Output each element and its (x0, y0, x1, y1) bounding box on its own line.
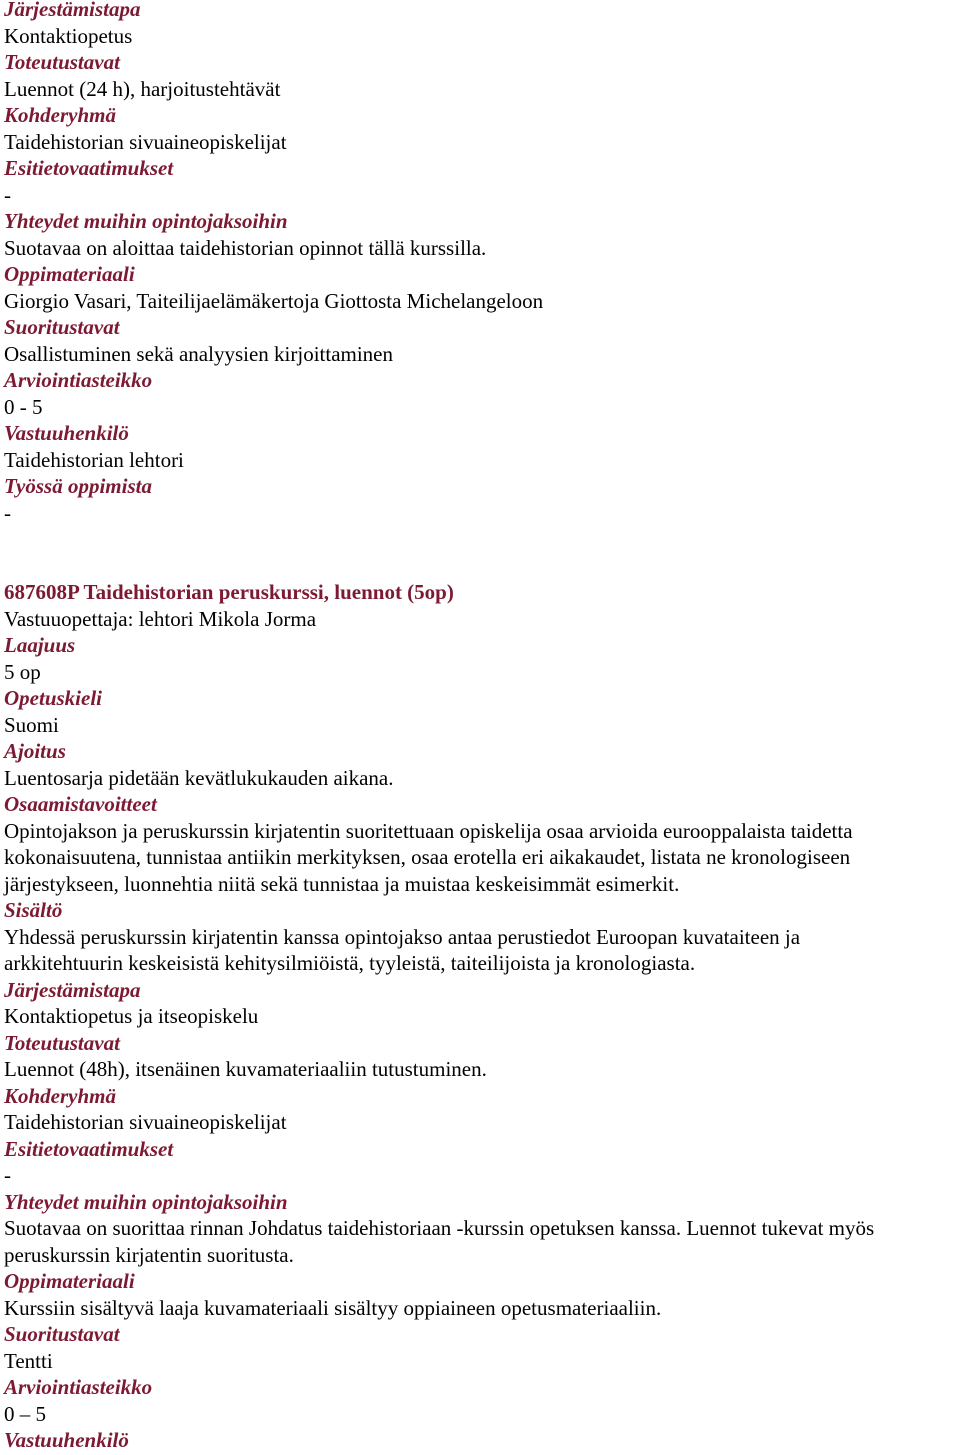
ajoitus-value: Luentosarja pidetään kevätlukukauden aikana. (4, 765, 394, 790)
course-arviointiasteikko-value: 0 – 5 (4, 1401, 46, 1426)
course-toteutustavat-value: Luennot (48h), itsenäinen kuvamateriaaliin tutustuminen. (4, 1057, 487, 1081)
course-suoritustavat-value: Tentti (4, 1348, 53, 1373)
course-yhteydet-text-line-1: Suotavaa on suorittaa rinnan Johdatus taidehistoriaan -kurssin opetuksen kanssa. Luennot tukevat myös (4, 1216, 875, 1240)
oppimateriaali-label: Oppimateriaali (4, 262, 135, 286)
yhteydet-label: Yhteydet muihin opintojaksoihin (4, 209, 288, 233)
suoritustavat-value: Osallistuminen sekä analyysien kirjoittaminen (4, 341, 394, 366)
course-yhteydet-label: Yhteydet muihin opintojaksoihin (4, 1189, 288, 1214)
esitietovaatimukset-value: - (4, 182, 11, 207)
osaamistavoitteet-text-line-2: kokonaisuutena, tunnistaa antiikin merkityksen, osaa erotella eri aikakaudet, listata ne kronologiseen (4, 845, 851, 869)
tyossa-oppimista-label: Työssä oppimista (4, 474, 152, 498)
responsible-teacher: Vastuuopettaja: lehtori Mikola Jorma (4, 606, 317, 631)
esitietovaatimukset-label: Esitietovaatimukset (4, 156, 174, 180)
course-jarjestamistapa-label: Järjestämistapa (4, 977, 141, 1002)
course-yhteydet-text-line-2: peruskurssin kirjatentin suoritusta. (4, 1242, 294, 1267)
sisalto-text-line-2: arkkitehtuurin keskeisistä kehitysilmiöistä, tyyleistä, taiteilijoista ja kronologiasta. (4, 951, 696, 975)
course-esitietovaatimukset-label: Esitietovaatimukset (4, 1136, 174, 1161)
vastuuhenkilo-value: Taidehistorian lehtori (4, 447, 184, 472)
jarjestamistapa-value: Kontaktiopetus (4, 23, 133, 48)
opetuskieli-value: Suomi (4, 712, 59, 737)
course-oppimateriaali-label: Oppimateriaali (4, 1269, 135, 1293)
course-jarjestamistapa-value: Kontaktiopetus ja itseopiskelu (4, 1004, 259, 1028)
kohderyhma-label: Kohderyhmä (4, 103, 117, 127)
laajuus-label: Laajuus (4, 633, 76, 657)
course-vastuuhenkilo-label: Vastuuhenkilö (4, 1428, 129, 1452)
section-gap (4, 526, 960, 579)
osaamistavoitteet-text-line-1: Opintojakson ja peruskurssin kirjatentin suoritettuaan opiskelija osaa arvioida eurooppalaista taidetta (4, 818, 853, 843)
sisalto-text-line-1: Yhdessä peruskurssin kirjatentin kanssa opintojakso antaa perustiedot Euroopan kuvataiteen ja (4, 924, 801, 949)
sisalto-label: Sisältö (4, 898, 63, 922)
course-esitietovaatimukset-value: - (4, 1163, 11, 1187)
yhteydet-value: Suotavaa on aloittaa taidehistorian opinnot tällä kurssilla. (4, 235, 487, 260)
course-arviointiasteikko-label: Arviointiasteikko (4, 1375, 153, 1399)
laajuus-value: 5 op (4, 659, 41, 684)
opetuskieli-label: Opetuskieli (4, 686, 102, 710)
jarjestamistapa-label: Järjestämistapa (4, 0, 141, 21)
arviointiasteikko-label: Arviointiasteikko (4, 368, 153, 392)
ajoitus-label: Ajoitus (4, 739, 66, 763)
kohderyhma-value: Taidehistorian sivuaineopiskelijat (4, 129, 287, 154)
toteutustavat-value: Luennot (24 h), harjoitustehtävät (4, 76, 281, 101)
toteutustavat-label: Toteutustavat (4, 50, 120, 74)
vastuuhenkilo-label: Vastuuhenkilö (4, 421, 129, 445)
course-title: 687608P Taidehistorian peruskurssi, luennot (5op) (4, 580, 454, 604)
course-kohderyhma-value: Taidehistorian sivuaineopiskelijat (4, 1110, 287, 1134)
section-previous-course (4, 0, 960, 526)
course-toteutustavat-label: Toteutustavat (4, 1030, 120, 1055)
section-course-687608p (4, 579, 960, 1454)
suoritustavat-label: Suoritustavat (4, 315, 120, 339)
arviointiasteikko-value: 0 - 5 (4, 394, 43, 419)
osaamistavoitteet-text-line-3: järjestykseen, luonnehtia niitä sekä tunnistaa ja muistaa keskeisimmät esimerkit. (4, 871, 680, 896)
tyossa-oppimista-value: - (4, 500, 11, 525)
osaamistavoitteet-label: Osaamistavoitteet (4, 792, 157, 816)
course-oppimateriaali-value: Kurssiin sisältyvä laaja kuvamateriaali sisältyy oppiaineen opetusmateriaaliin. (4, 1295, 662, 1320)
course-suoritustavat-label: Suoritustavat (4, 1322, 120, 1346)
oppimateriaali-value: Giorgio Vasari, Taiteilijaelämäkertoja Giottosta Michelangeloon (4, 288, 544, 313)
course-kohderyhma-label: Kohderyhmä (4, 1083, 117, 1108)
document-page (4, 0, 960, 1454)
